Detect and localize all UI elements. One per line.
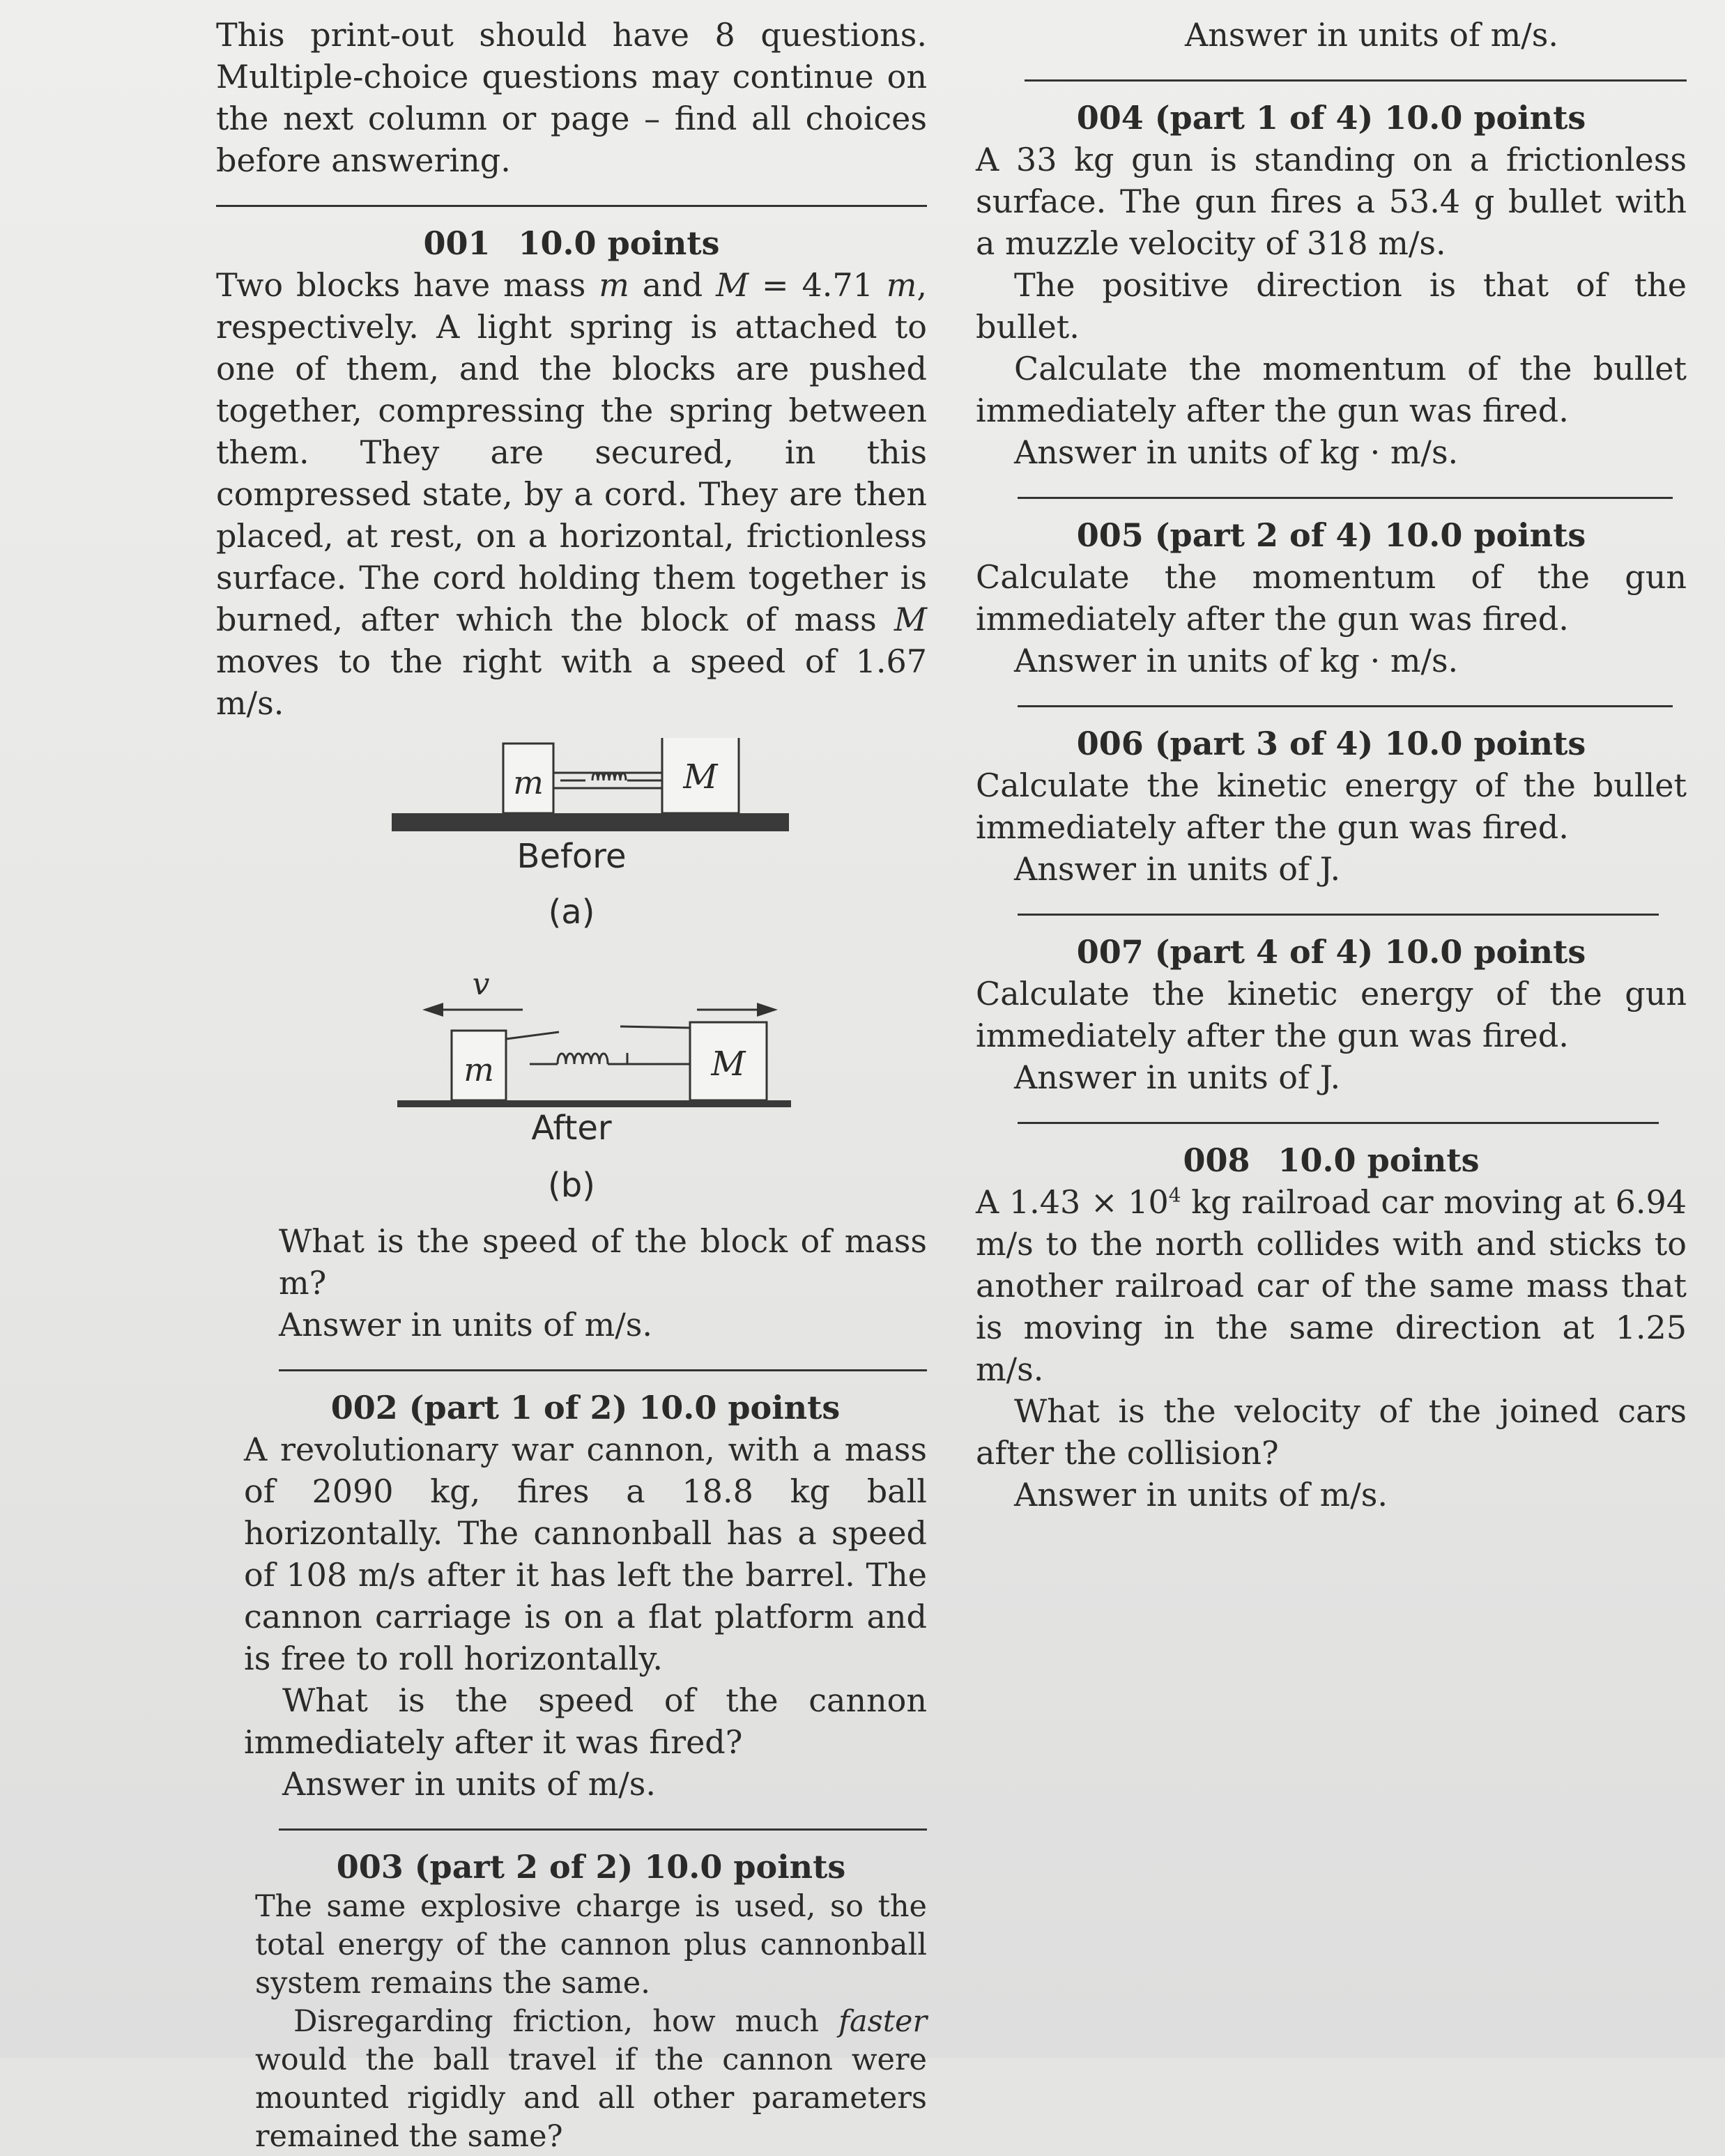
question-008 xyxy=(976,1139,1687,1516)
caption-a: (a) xyxy=(548,893,595,932)
divider xyxy=(279,1828,927,1831)
question-prompt: Calculate the momentum of the bullet immediately after the gun was fired. xyxy=(976,350,1687,429)
caption-b: (b) xyxy=(548,1166,595,1205)
question-header: 004 (part 1 of 4) 10.0 points xyxy=(1076,99,1586,137)
block-m-label: m xyxy=(463,1051,494,1088)
figure-before-diagram xyxy=(216,738,927,836)
broken-cord-left xyxy=(506,1032,559,1039)
question-prompt: What is the velocity of the joined cars after the collision? xyxy=(976,1392,1687,1472)
question-002 xyxy=(216,1387,927,1805)
caption-before: Before xyxy=(516,837,627,876)
question-header: 006 (part 3 of 4) 10.0 points xyxy=(1076,725,1586,762)
answer-units: Answer in units of J. xyxy=(1014,1058,1341,1096)
question-header: 007 (part 4 of 4) 10.0 points xyxy=(1076,933,1586,971)
divider xyxy=(1025,79,1687,82)
answer-units: Answer in units of m/s. xyxy=(279,1306,652,1343)
question-prompt: Calculate the kinetic energy of the gun immediately after the gun was fired. xyxy=(976,975,1687,1054)
question-text: A $1.43 \times 10^4$ kg railroad car moving at 6.94 m/s to the north collides with and sticks to another railroad car of the same mass that is moving in the same direction at 1.25 m/s. xyxy=(976,1183,1687,1388)
question-prompt: What is the speed of the cannon immediately after it was fired? xyxy=(244,1681,927,1761)
arrow-left-icon xyxy=(422,1003,443,1017)
block-M-label: M xyxy=(683,757,718,796)
divider xyxy=(279,1369,927,1371)
intro-text: This print-out should have 8 questions. Multiple-choice questions may continue on the next column or page – find all choices before answering. xyxy=(216,16,927,179)
question-header: 001 10.0 points xyxy=(423,224,720,262)
question-001 xyxy=(216,222,927,1346)
spring-compressed-icon xyxy=(560,773,662,781)
question-prompt: Disregarding friction, how much faster would the ball travel if the cannon were mounted rigidly and all other parameters remained the same? xyxy=(255,2004,927,2154)
divider xyxy=(1018,705,1673,707)
velocity-label: v xyxy=(472,967,490,1002)
question-text: Two blocks have mass m and M = 4.71 m, respectively. A light spring is attached to one of them, and the blocks are pushed together, compressing the spring between them. They are secured, in this compressed state, by a cord. They are then placed, at rest, on a horizontal, frictionless surface. The cord holding them together is burned, after which the block of mass M moves to the right with a speed of 1.67 m/s. xyxy=(216,266,927,722)
block-M-label: M xyxy=(711,1045,746,1084)
question-header: 008 10.0 points xyxy=(1183,1141,1480,1179)
question-006 xyxy=(976,723,1687,890)
question-header: 002 (part 1 of 2) 10.0 points xyxy=(330,1389,841,1426)
question-003 xyxy=(216,1846,927,2156)
question-text: A revolutionary war cannon, with a mass of 2090 kg, fires a 18.8 kg ball horizontally. The cannonball has a speed of 108 m/s after it has left the barrel. The cannon carriage is on a flat platform and is free to roll horizontally. xyxy=(244,1431,927,1677)
answer-units: Answer in units of kg · m/s. xyxy=(1014,433,1459,471)
question-text: The same explosive charge is used, so the total energy of the cannon plus cannonball system remains the same. xyxy=(255,1889,927,2001)
question-007 xyxy=(976,931,1687,1098)
question-text-direction: The positive direction is that of the bullet. xyxy=(976,266,1687,346)
figure-after-diagram xyxy=(216,961,927,1107)
surface xyxy=(397,1100,791,1107)
divider xyxy=(1018,497,1673,499)
answer-units: Answer in units of kg · m/s. xyxy=(1014,642,1459,679)
right-column xyxy=(976,14,1687,1516)
arrow-right-icon xyxy=(757,1003,778,1017)
question-004 xyxy=(976,97,1687,473)
spring-released-icon xyxy=(530,1053,690,1064)
divider xyxy=(1018,914,1659,916)
surface xyxy=(392,813,789,831)
figure-after xyxy=(216,961,927,1206)
broken-cord-right xyxy=(620,1026,690,1028)
question-header: 003 (part 2 of 2) 10.0 points xyxy=(336,1848,846,1886)
answer-units: Answer in units of J. xyxy=(1014,850,1341,888)
question-text: A 33 kg gun is standing on a frictionless surface. The gun fires a 53.4 g bullet with a muzzle velocity of 318 m/s. xyxy=(976,141,1687,262)
question-prompt: Calculate the momentum of the gun immediately after the gun was fired. xyxy=(976,558,1687,638)
divider xyxy=(1018,1122,1659,1124)
question-prompt: Calculate the kinetic energy of the bullet immediately after the gun was fired. xyxy=(976,767,1687,846)
question-005 xyxy=(976,514,1687,682)
block-m-label: m xyxy=(513,764,544,801)
divider xyxy=(216,205,927,207)
left-column xyxy=(216,14,927,2156)
question-header: 005 (part 2 of 4) 10.0 points xyxy=(1076,516,1586,554)
answer-units: Answer in units of m/s. xyxy=(282,1765,656,1803)
caption-after: After xyxy=(531,1109,612,1148)
figure-before xyxy=(216,738,927,933)
question-prompt: What is the speed of the block of mass m? xyxy=(279,1222,927,1302)
answer-units: Answer in units of m/s. xyxy=(1185,16,1558,54)
answer-units: Answer in units of m/s. xyxy=(1014,1476,1388,1514)
